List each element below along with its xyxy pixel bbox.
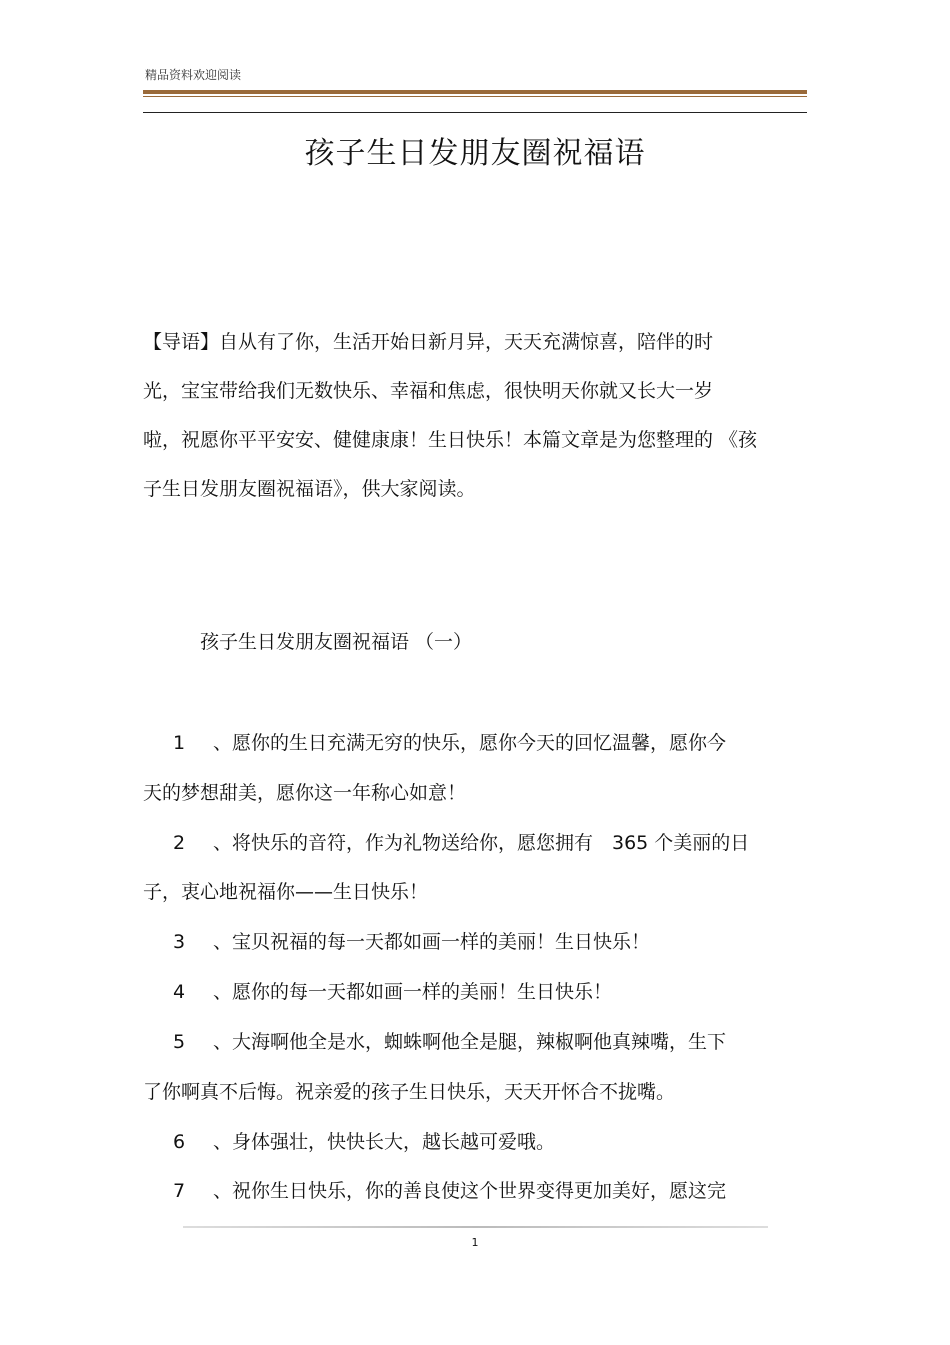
item-text: 、身体强壮，快快长大，越长越可爱哦。	[213, 1131, 556, 1153]
list-item-line	[143, 828, 749, 855]
list-item-line	[143, 1127, 555, 1154]
footer-rule	[183, 1226, 768, 1228]
item-number: 5	[173, 1031, 186, 1053]
item-number: 1	[173, 732, 186, 754]
header-rule-thin-brown	[143, 96, 807, 97]
intro-line: 【导语】自从有了你，生活开始日新月异，天天充满惊喜，陪伴的时	[143, 331, 714, 353]
intro-line: 光，宝宝带给我们无数快乐、幸福和焦虑，很快明天你就又长大一岁	[143, 380, 714, 402]
intro-paragraph	[143, 318, 808, 514]
list-item-line	[143, 977, 612, 1004]
item-text: 、宝贝祝福的每一天都如画一样的美丽！生日快乐！	[213, 931, 651, 953]
list-item-line	[143, 927, 650, 954]
list-item-line	[143, 877, 428, 904]
item-text: 了你啊真不后悔。祝亲爱的孩子生日快乐，天天开怀合不拢嘴。	[143, 1081, 676, 1103]
item-text: 、愿你的生日充满无穷的快乐，愿你今天的回忆温馨，愿你今	[213, 732, 727, 754]
item-text: 、大海啊他全是水，蜘蛛啊他全是腿，辣椒啊他真辣嘴，生下	[213, 1031, 727, 1053]
intro-line: 子生日发朋友圈祝福语》，供大家阅读。	[143, 478, 476, 500]
item-text: 天的梦想甜美，愿你这一年称心如意！	[143, 782, 467, 804]
page-title: 孩子生日发朋友圈祝福语	[304, 136, 646, 171]
list-item-line	[143, 778, 466, 805]
item-number: 7	[173, 1180, 186, 1202]
item-text: 子，衷心地祝福你——生日快乐！	[143, 881, 429, 903]
item-text: 、祝你生日快乐，你的善良使这个世界变得更加美好，愿这完	[213, 1180, 727, 1202]
item-number: 3	[173, 931, 186, 953]
page-number: 1	[471, 1236, 479, 1249]
list-item-line	[143, 728, 726, 755]
section-subtitle: 孩子生日发朋友圈祝福语 （一）	[200, 631, 473, 653]
item-number: 4	[173, 981, 186, 1003]
list-item-line	[143, 1027, 726, 1054]
item-text: 、愿你的每一天都如画一样的美丽！生日快乐！	[213, 981, 613, 1003]
item-number: 2	[173, 832, 186, 854]
header-rule	[143, 112, 807, 113]
header-text: 精品资料欢迎阅读	[145, 68, 242, 82]
header-rule-thick	[143, 90, 807, 94]
item-text: 、将快乐的音符，作为礼物送给你，愿您拥有 365 个美丽的日	[213, 832, 750, 854]
intro-line: 啦，祝愿你平平安安、健健康康！生日快乐！本篇文章是为您整理的 《孩	[143, 429, 758, 451]
list-item-line	[143, 1176, 726, 1203]
item-number: 6	[173, 1131, 186, 1153]
list-item-line	[143, 1077, 675, 1104]
